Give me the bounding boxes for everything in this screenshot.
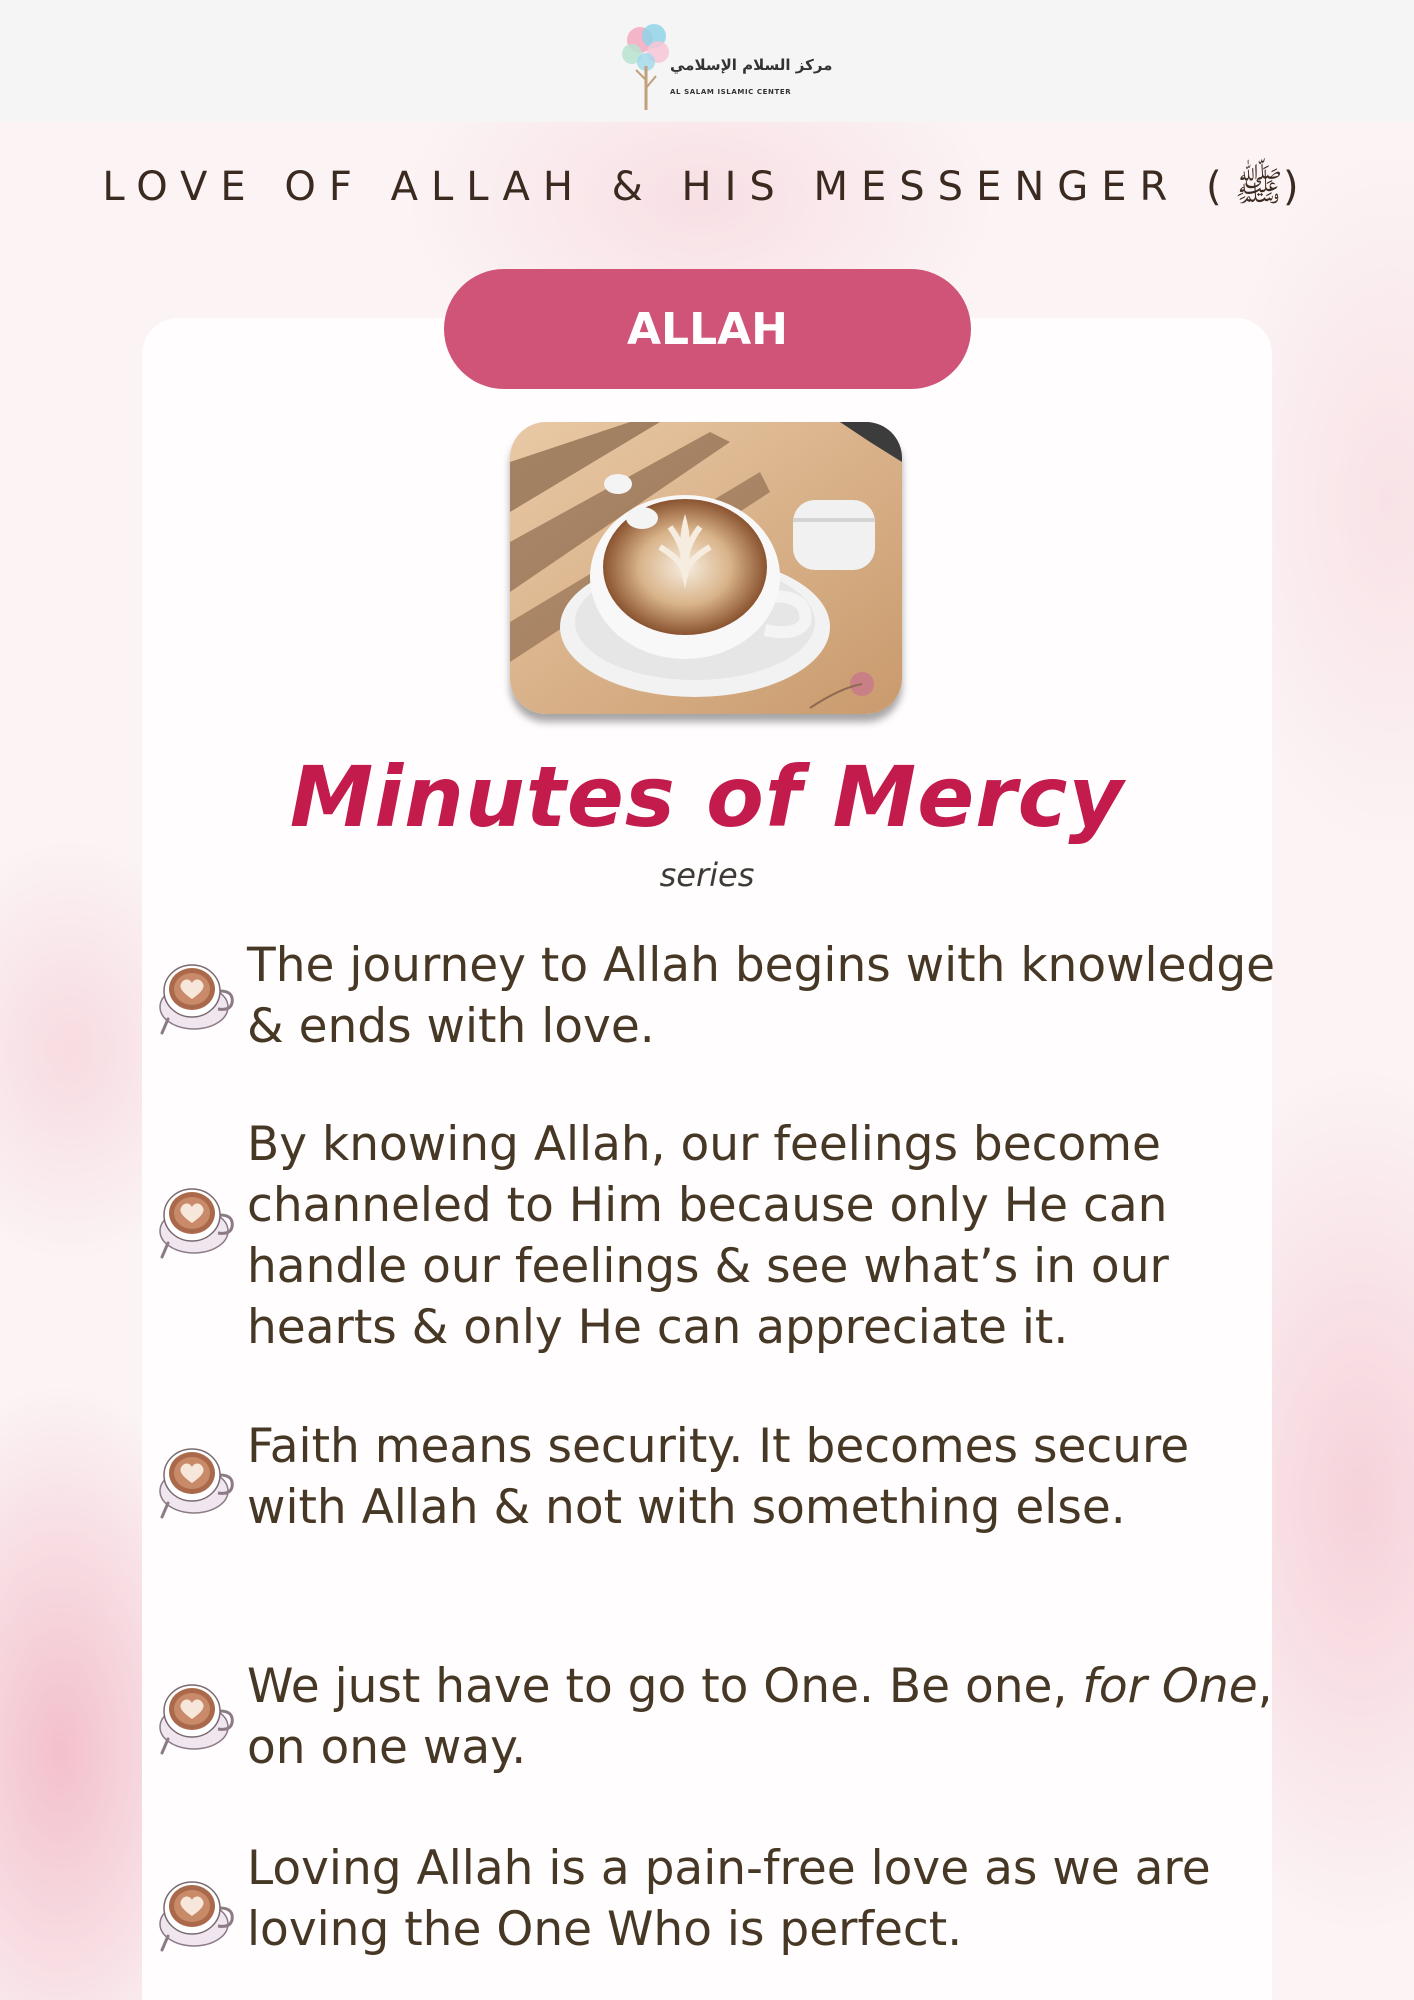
point-4-text-start: We just have to go to One. Be one, xyxy=(247,1659,1083,1714)
logo-arabic-text: مركز السلام الإسلامي xyxy=(670,56,833,74)
center-logo[interactable] xyxy=(618,18,833,114)
point-5: Loving Allah is a pain-free love as we are loving the One Who is perfect. xyxy=(247,1841,1211,1957)
latte-cup-icon xyxy=(158,1173,234,1261)
latte-cup-icon xyxy=(158,1433,234,1521)
series-subtitle: series xyxy=(659,856,755,894)
coffee-photo xyxy=(510,422,902,714)
tree-logo-icon xyxy=(618,18,678,114)
point-1: The journey to Allah begins with knowledge & ends with love. xyxy=(247,938,1276,1054)
latte-cup-icon xyxy=(158,1866,234,1954)
page-heading: LOVE OF ALLAH & HIS MESSENGER (ﷺ) xyxy=(102,164,1312,210)
logo-english-text: AL SALAM ISLAMIC CENTER xyxy=(670,88,792,96)
latte-cup-icon xyxy=(158,949,234,1037)
point-4 xyxy=(247,1656,1277,1778)
point-4-italic-text: for One xyxy=(1082,1659,1258,1714)
category-pill xyxy=(444,269,971,389)
latte-photo-illustration xyxy=(510,422,902,714)
category-pill-label: ALLAH xyxy=(626,303,788,355)
point-4-text-end: , on one way. xyxy=(247,1659,1273,1775)
latte-cup-icon xyxy=(158,1669,234,1757)
series-title: Minutes of Mercy xyxy=(289,748,1125,846)
header-bar xyxy=(0,0,1414,122)
point-3: Faith means security. It becomes secure with Allah & not with something else. xyxy=(247,1419,1190,1535)
point-2: By knowing Allah, our feelings become channeled to Him because only He can handle our feelings & see what’s in our hearts & only He can appreciate it. xyxy=(247,1117,1169,1355)
